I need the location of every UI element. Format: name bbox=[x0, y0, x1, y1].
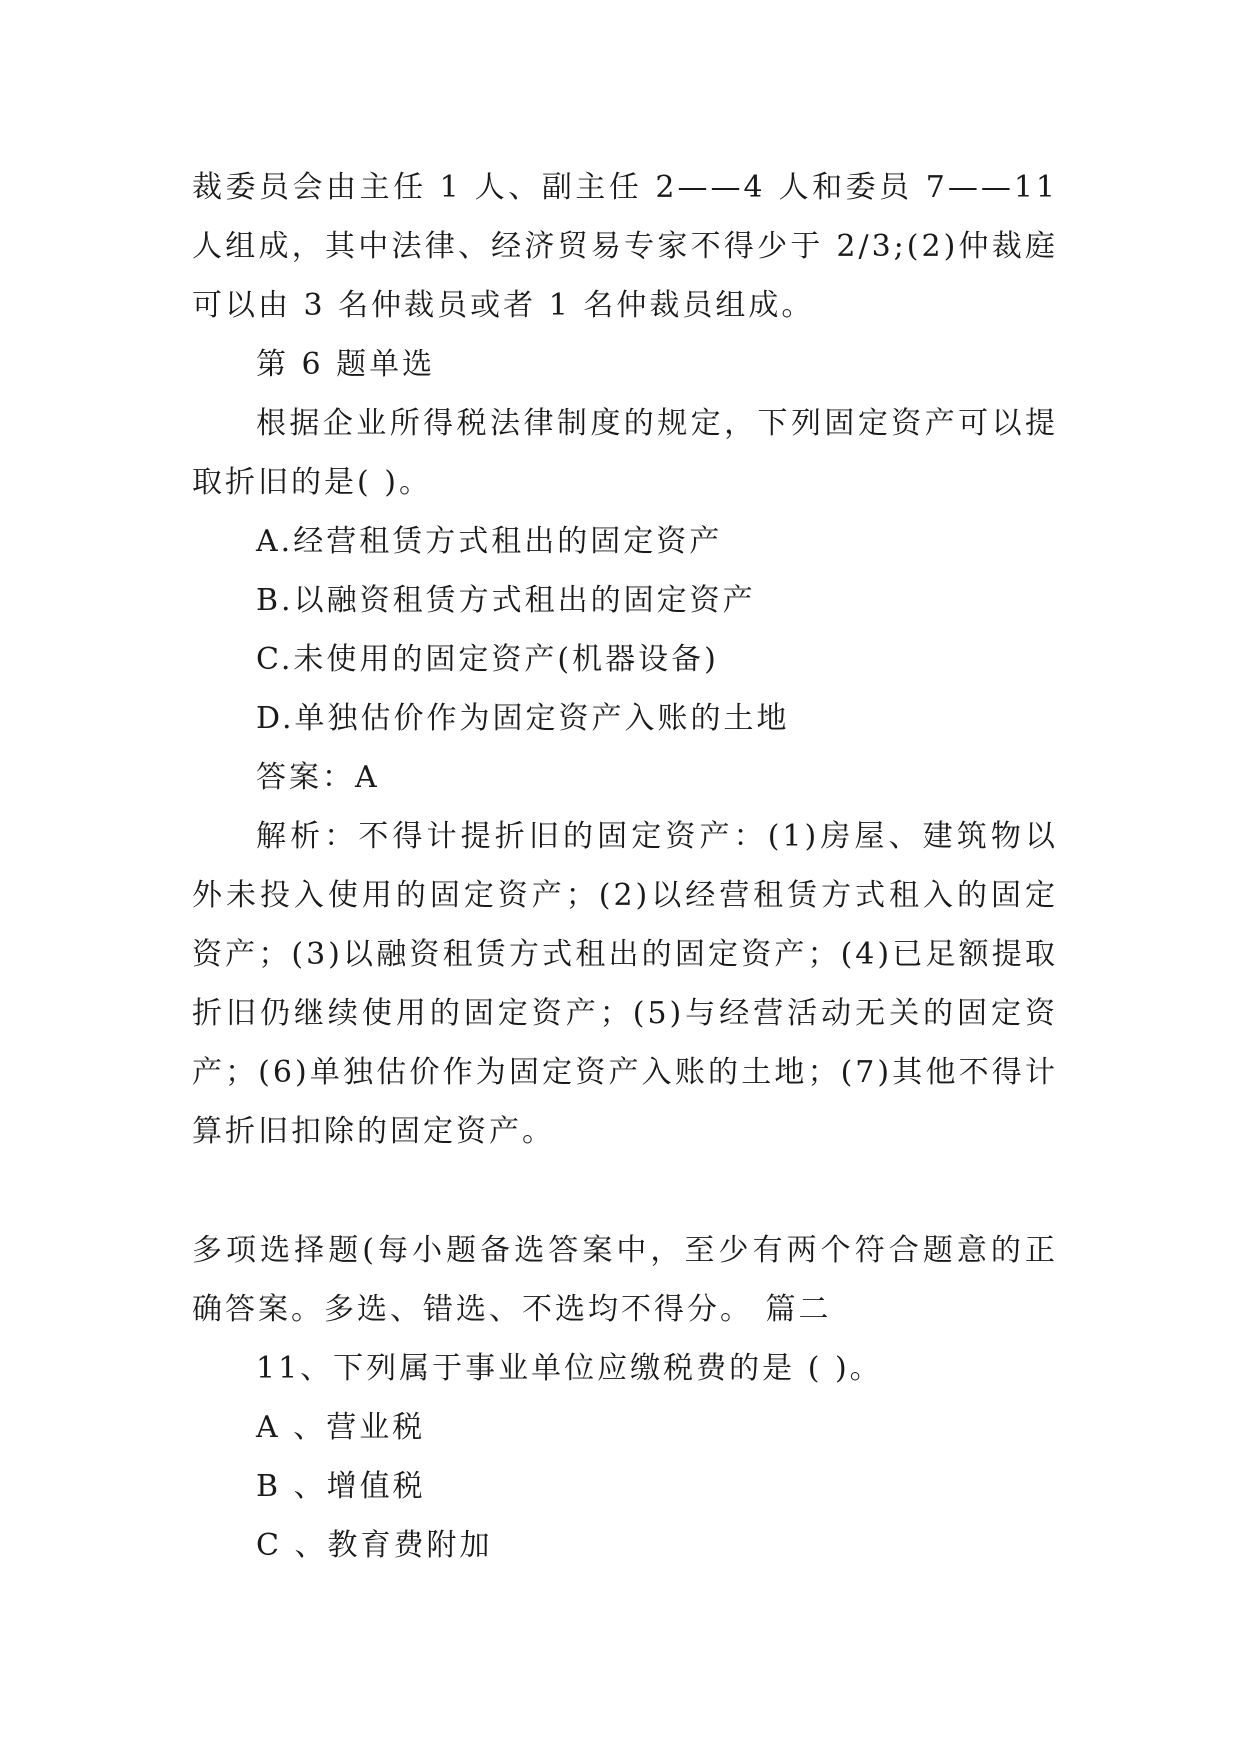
option-d: D.单独估价作为固定资产入账的土地 bbox=[256, 701, 790, 736]
question-6-stem: 根据企业所得税法律制度的规定，下列固定资产可以提取折旧的是( )。 bbox=[192, 406, 1058, 500]
answer-line: 答案：A bbox=[256, 760, 380, 795]
option-b: B.以融资租赁方式租出的固定资产 bbox=[256, 583, 756, 618]
multiple-choice-section-heading: 多项选择题(每小题备选答案中，至少有两个符合题意的正确答案。多选、错选、不选均不得分。 篇二 bbox=[192, 1233, 1058, 1327]
section-gap bbox=[192, 1161, 1058, 1221]
question-11-option-a: A 、营业税 bbox=[256, 1410, 426, 1445]
explanation-paragraph: 解析：不得计提折旧的固定资产：(1)房屋、建筑物以外未投入使用的固定资产；(2)以经营租赁方式租入的固定资产；(3)以融资租赁方式租出的固定资产；(4)已足额提取折旧仍继续使用的固定资产；(5)与经营活动无关的固定资产；(6)单独估价作为固定资产入账的土地；(7)其他不得计算折旧扣除的固定资产。 bbox=[192, 819, 1058, 1149]
question-11-option-c: C 、教育费附加 bbox=[256, 1528, 493, 1563]
question-6-heading: 第 6 题单选 bbox=[256, 347, 436, 382]
option-c: C.未使用的固定资产(机器设备) bbox=[256, 642, 719, 677]
document-body bbox=[192, 158, 1058, 1575]
option-a: A.经营租赁方式租出的固定资产 bbox=[256, 524, 723, 559]
paragraph-arbitration-continued: 裁委员会由主任 1 人、副主任 2——4 人和委员 7——11 人组成，其中法律、经济贸易专家不得少于 2/3;(2)仲裁庭可以由 3 名仲裁员或者 1 名仲裁员组成。 bbox=[192, 170, 1058, 323]
question-11-stem: 11、下列属于事业单位应缴税费的是 ( )。 bbox=[256, 1351, 883, 1386]
question-11-option-b: B 、增值税 bbox=[256, 1469, 426, 1504]
